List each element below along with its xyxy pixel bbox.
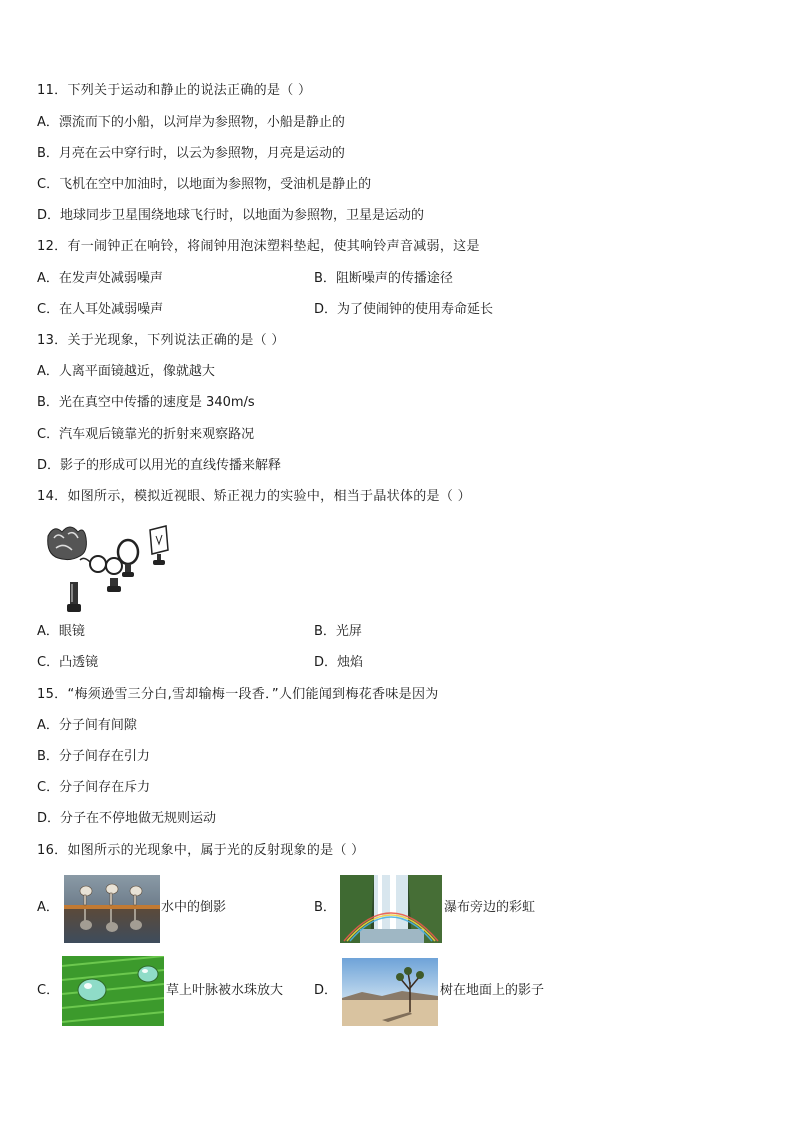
eyeglasses-icon [80, 556, 122, 592]
q14-option-d: D．烛焰 [314, 655, 364, 670]
q16-option-c-caption: 草上叶脉被水珠放大 [166, 983, 284, 998]
q11-option-c: C．飞机在空中加油时，以地面为参照物，受油机是静止的 [37, 177, 372, 192]
q16-option-d-letter: D． [314, 983, 338, 998]
tree-shadow-photo [342, 958, 438, 1026]
candle-flame-icon [48, 527, 87, 560]
q11-option-a: A．漂流而下的小船，以河岸为参照物，小船是静止的 [37, 115, 345, 130]
q16-option-d-caption: 树在地面上的影子 [440, 983, 545, 998]
q12-option-b: B．阻断噪声的传播途径 [314, 271, 453, 286]
water-reflection-photo [64, 875, 160, 943]
q13-option-d: D．影子的形成可以用光的直线传播来解释 [37, 458, 282, 473]
q14-option-b: B．光屏 [314, 624, 362, 639]
q15-option-d: D．分子在不停地做无规则运动 [37, 811, 217, 826]
waterfall-rainbow-photo [340, 875, 442, 943]
q11-option-d: D．地球同步卫星围绕地球飞行时，以地面为参照物，卫星是运动的 [37, 208, 425, 223]
q16-option-c-letter: C． [37, 983, 60, 998]
q13-option-a: A．人离平面镜越近，像就越大 [37, 364, 215, 379]
lens-experiment-figure [40, 522, 190, 618]
question-13-stem: 13．关于光现象，下列说法正确的是（ ） [37, 333, 285, 348]
q12-option-c: C．在人耳处减弱噪声 [37, 302, 164, 317]
question-16-stem: 16．如图所示的光现象中，属于光的反射现象的是（ ） [37, 843, 365, 858]
question-11-stem: 11．下列关于运动和静止的说法正确的是（ ） [37, 83, 312, 98]
q12-option-a: A．在发声处减弱噪声 [37, 271, 163, 286]
question-14-stem: 14．如图所示，模拟近视眼、矫正视力的实验中，相当于晶状体的是（ ） [37, 489, 471, 504]
light-screen-icon [150, 526, 168, 565]
q14-option-c: C．凸透镜 [37, 655, 99, 670]
leaf-droplet-photo [62, 956, 164, 1026]
q16-option-b-letter: B． [314, 900, 336, 915]
q15-option-a: A．分子间有间隙 [37, 718, 137, 733]
candle-icon [67, 582, 81, 612]
q14-option-a: A．眼镜 [37, 624, 85, 639]
q13-option-b: B．光在真空中传播的速度是 340m/s [37, 395, 255, 410]
q15-option-c: C．分子间存在斥力 [37, 780, 151, 795]
q15-option-b: B．分子间存在引力 [37, 749, 150, 764]
question-12-stem: 12．有一闹钟正在响铃，将闹钟用泡沫塑料垫起，使其响铃声音减弱，这是 [37, 239, 480, 254]
question-15-stem: 15．“梅须逊雪三分白,雪却输梅一段香．”人们能闻到梅花香味是因为 [37, 687, 439, 702]
q13-option-c: C．汽车观后镜靠光的折射来观察路况 [37, 427, 255, 442]
q16-option-a-letter: A． [37, 900, 59, 915]
q16-option-b-caption: 瀑布旁边的彩虹 [444, 900, 536, 915]
q12-option-d: D．为了使闹钟的使用寿命延长 [314, 302, 494, 317]
q11-option-b: B．月亮在云中穿行时，以云为参照物，月亮是运动的 [37, 146, 345, 161]
q16-option-a-caption: 水中的倒影 [161, 900, 227, 915]
